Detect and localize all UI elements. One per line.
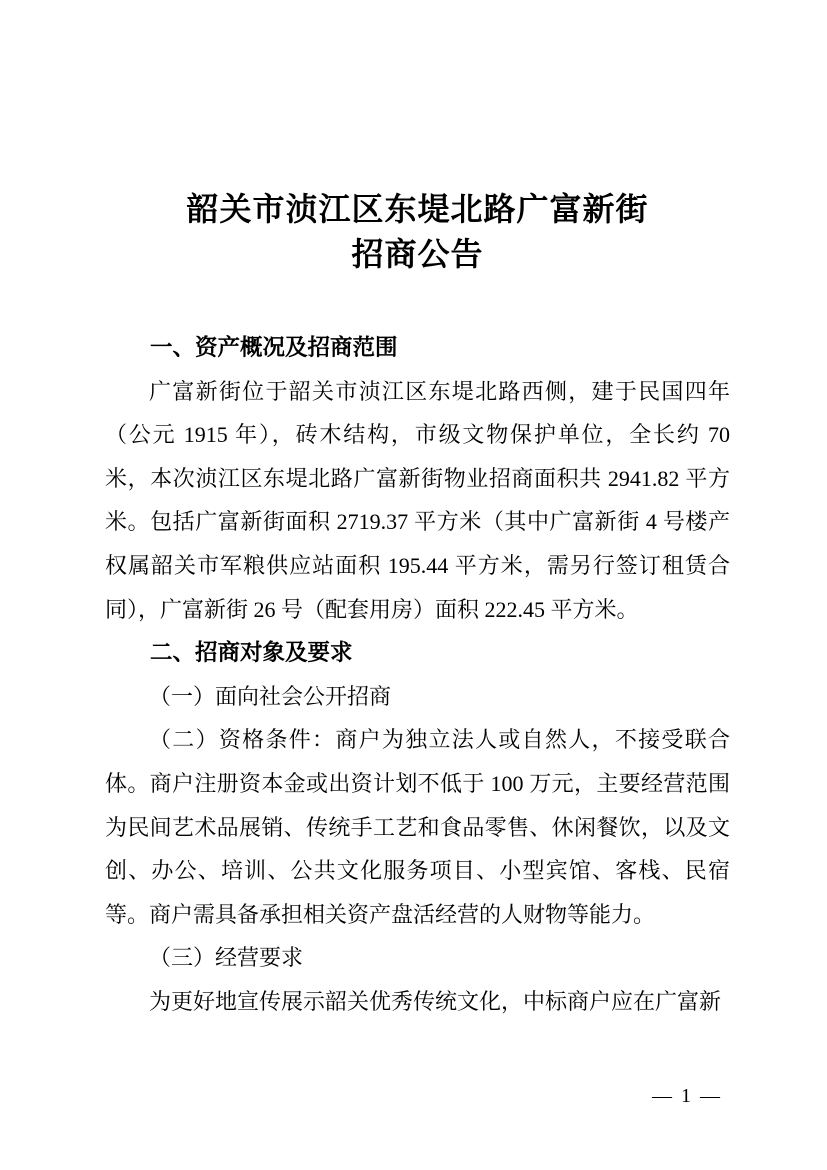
paragraph-operating-requirements-heading: （三）经营要求 (149, 945, 304, 971)
paragraph-asset-overview: 广富新街位于韶关市浈江区东堤北路西侧，建于民国四年（公元 1915 年），砖木结构，市级文物保护单位，全长约 70 米，本次浈江区东堤北路广富新街物业招商面积共 2941.82 平方米。包括广富新街面积 2719.37 平方米（其中广富新街 4 号楼产权属韶关市军粮供应站面积 195.44 平方米，需另行签订租赁合同），广富新街 26 号（配套用房）面积 222.45 平方米。 (105, 378, 730, 622)
document-title (105, 187, 730, 277)
paragraph-qualification-conditions: （二）资格条件：商户为独立法人或自然人，不接受联合体。商户注册资本金或出资计划不低于 100 万元，主要经营范围为民间艺术品展销、传统手工艺和食品零售、休闲餐饮，以及文创、办公、培训、公共文化服务项目、小型宾馆、客栈、民宿等。商户需具备承担相关资产盘活经营的人财物等能力。 (105, 727, 730, 927)
section-heading-asset-overview: 一、资产概况及招商范围 (150, 335, 398, 360)
document-body (105, 326, 730, 1024)
paragraph-open-recruitment: （一）面向社会公开招商 (149, 683, 392, 709)
paragraph-operating-requirements-body: 为更好地宣传展示韶关优秀传统文化，中标商户应在广富新 (149, 988, 722, 1014)
title-line-2: 招商公告 (351, 236, 484, 272)
page-number: — 1 — (652, 1085, 722, 1107)
title-line-1: 韶关市浈江区东堤北路广富新街 (186, 191, 649, 227)
section-heading-target-requirements: 二、招商对象及要求 (150, 640, 353, 666)
